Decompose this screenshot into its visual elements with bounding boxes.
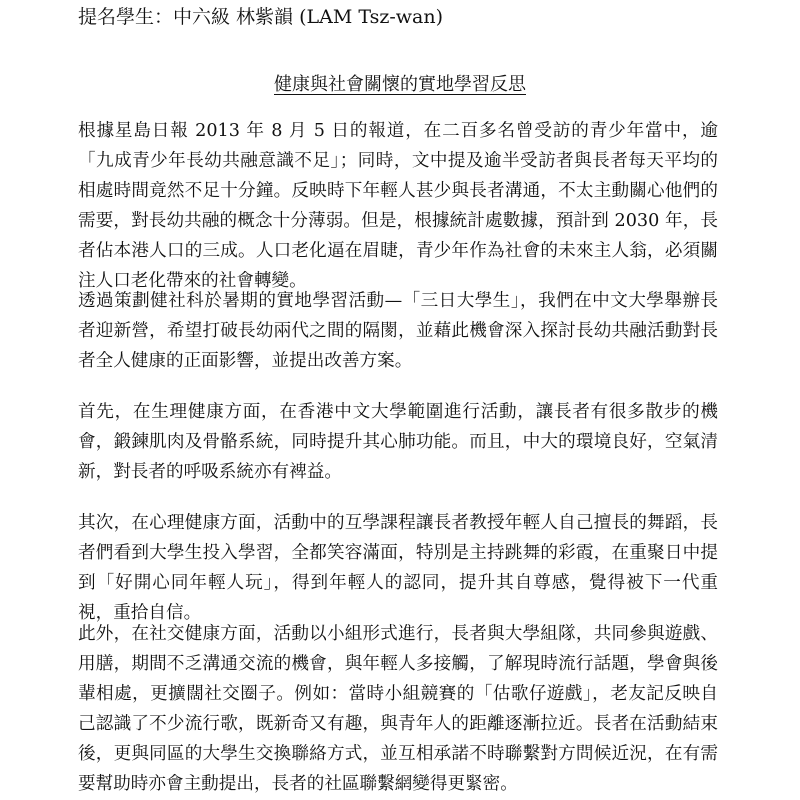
paragraph-5: 此外，在社交健康方面，活動以小組形式進行，長者與大學組隊，共同參與遊戲、用膳，期間不乏溝通交流的機會，與年輕人多接觸，了解現時流行話題，學會與後輩相處，更擴闊社交圈子。例如：當時小組競賽的「估歌仔遊戲」，老友記反映自己認識了不少流行歌，既新奇又有趣，與青年人的距離逐漸拉近。長者在活動結束後，更與同區的大學生交換聯絡方式，並互相承諾不時聯繫對方問候近況，在有需要幫助時亦會主動提出，長者的社區聯繫網變得更緊密。 [78,624,718,794]
paragraph-1: 根據星島日報 2013 年 8 月 5 日的報道，在二百多名曾受訪的青少年當中，逾「九成青少年長幼共融意識不足」；同時，文中提及逾半受訪者與長者每天平均的相處時間竟然不足十分鐘。反映時下年輕人甚少與長者溝通，不太主動關心他們的需要，對長幼共融的概念十分薄弱。但是，根據統計處數據，預計到 2030 年，長者佔本港人口的三成。人口老化逼在眉睫，青少年作為社會的未來主人翁，必須關注人口老化帶來的社會轉變。 [78,121,718,291]
nominee-line: 提名學生：中六級 林紫韻 (LAM Tsz-wan) [78,6,444,28]
essay-title-text: 健康與社會關懷的實地學習反思 [274,74,526,95]
paragraph-3: 首先，在生理健康方面，在香港中文大學範圍進行活動，讓長者有很多散步的機會，鍛鍊肌肉及骨骼系統，同時提升其心肺功能。而且，中大的環境良好，空氣清新，對長者的呼吸系統亦有裨益。 [78,402,718,482]
essay-title [0,72,800,98]
paragraph-4: 其次，在心理健康方面，活動中的互學課程讓長者教授年輕人自己擅長的舞蹈，長者們看到大學生投入學習，全都笑容滿面，特別是主持跳舞的彩霞，在重聚日中提到「好開心同年輕人玩」，得到年輕人的認同，提升其自尊感，覺得被下一代重視，重拾自信。 [78,513,718,623]
paragraph-2: 透過策劃健社科於暑期的實地學習活動—「三日大學生」，我們在中文大學舉辦長者迎新營，希望打破長幼兩代之間的隔閡，並藉此機會深入探討長幼共融活動對長者全人健康的正面影響，並提出改善方案。 [78,291,718,371]
